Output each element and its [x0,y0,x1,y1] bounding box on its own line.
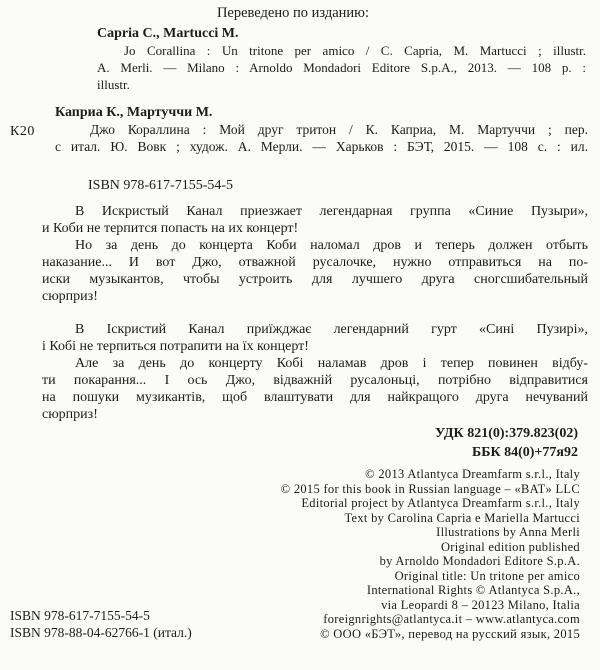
russian-edition-record [10,104,588,155]
text-line: сюрприз! [42,407,98,422]
author-sign-code: К20 [10,124,35,139]
text-line: В Искристый Канал приезжает легендарная группа «Синие Пузыри», [75,204,588,219]
udc-code: УДК 821(0):379.823(02) [435,426,578,441]
bbk-code: ББК 84(0)+77я92 [471,445,578,460]
isbn-main: ISBN 978-617-7155-54-5 [88,178,234,193]
text-line: Джо Кораллина : Мой друг тритон / К. Каприа, М. Мартуччи ; пер. [90,122,588,137]
text-line: сюрприз! [42,289,98,304]
text-line: Original edition published [440,539,580,554]
text-line: via Leopardi 8 – 20123 Milano, Italia [381,597,580,612]
text-line: Jo Corallina : Un tritone per amico / C. Capria, M. Martucci ; illustr. [124,43,586,58]
original-record-body [97,42,586,93]
text-line: Editorial project by Atlantyca Dreamfarm s.r.l., Italy [301,496,580,510]
text-line: © 2013 Atlantyca Dreamfarm s.r.l., Italy [365,467,580,481]
translated-from-label: Переведено по изданию: [216,5,370,21]
text-line: на пошуки музикантів, щоб влаштувати для найкращого друга нечуваний [42,390,588,405]
text-line: ISBN 978-88-04-62766-1 (итал.) [10,625,192,640]
classification-codes [0,424,578,462]
annotation-ukrainian [42,321,588,423]
annotation-ukrainian-paragraph-2 [42,355,588,423]
text-line: Original title: Un tritone per amico [394,568,580,583]
text-line: illustr. [97,77,130,92]
russian-authors-heading: Каприа К., Мартуччи М. [55,105,213,120]
text-line: Але за день до концерту Кобі наламав дров і тепер повинен відбу- [75,356,588,371]
text-line: Но за день до концерта Коби наломал дров и теперь должен отбыть [75,238,588,253]
isbn-block [10,607,192,641]
annotation-russian [42,203,588,305]
text-line: A. Merli. — Milano : Arnoldo Mondadori Editore S.p.A., 2013. — 108 p. : [97,60,586,75]
text-line: ISBN 978-617-7155-54-5 [10,608,150,623]
text-line: В Іскристий Канал приїжджає легендарний гурт «Сині Пузирі», [75,322,588,337]
annotation-russian-paragraph-2 [42,237,588,305]
text-line: наказание... И вот Джо, отважной русалочке, нужно отправиться на по- [42,255,588,270]
russian-record-body [55,121,588,155]
text-line: © 2015 for this book in Russian language – «BAT» LLC [280,481,580,496]
text-line: с итал. Ю. Вовк ; худож. А. Мерли. — Харьков : БЭТ, 2015. — 108 с. : ил. [55,139,588,154]
annotation-russian-paragraph-1 [42,203,588,237]
text-line: і Кобі не терпиться потрапити на їх концерт! [42,339,309,354]
original-authors-heading: Capria C., Martucci M. [97,26,239,41]
text-line: ти покарання... І ось Джо, відважній русалоньці, потрібно відправитися [42,373,588,388]
text-line: Text by Carolina Capria e Mariella Martucci [344,510,580,525]
bottom-section [10,467,580,641]
text-line: by Arnoldo Mondadori Editore S.p.A. [379,554,580,568]
annotation-ukrainian-paragraph-1 [42,321,588,355]
copyright-block [192,467,580,641]
text-line: foreignrights@atlantyca.it – www.atlantyca.com [323,612,580,626]
text-line: Illustrations by Anna Merli [436,525,580,539]
text-line: и Коби не терпится попасть на их концерт! [42,221,299,236]
text-line: International Rights © Atlantyca S.p.A., [366,583,580,597]
original-edition-record [97,25,586,93]
text-line: © ООО «БЭТ», перевод на русский язык, 2015 [320,626,580,641]
text-line: иски музыкантов, чтобы устроить для лучшего друга сногсшибательный [42,272,588,287]
